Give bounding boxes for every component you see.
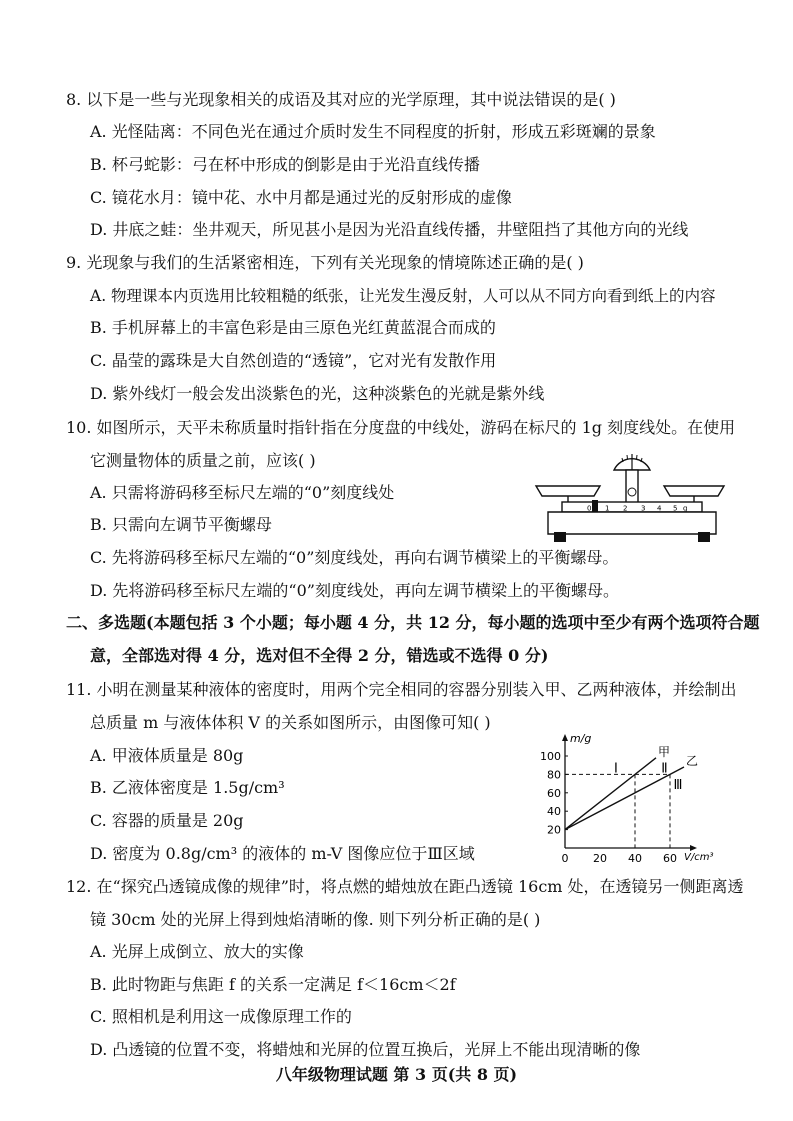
scale-tick-2: 2 xyxy=(623,504,628,513)
mass-volume-chart xyxy=(532,730,728,865)
region-label-3: Ⅲ xyxy=(673,778,683,794)
q12-option-b: B. 此时物距与焦距 f 的关系一定满足 f＜16cm＜2f xyxy=(90,975,456,994)
scale-tick-4: 4 xyxy=(657,504,662,513)
x-tick-label: 20 xyxy=(593,852,607,865)
y-tick-label: 40 xyxy=(547,805,561,819)
q8-option-b: B. 杯弓蛇影：弓在杯中形成的倒影是由于光沿直线传播 xyxy=(90,155,480,174)
x-tick-label: 0 xyxy=(561,852,569,865)
region-label-1: Ⅰ xyxy=(614,761,618,777)
q12-stem-line2: 镜 30cm 处的光屏上得到烛焰清晰的像. 则下列分析正确的是( ) xyxy=(90,910,541,929)
q8-option-a: A. 光怪陆离：不同色光在通过介质时发生不同程度的折射，形成五彩斑斓的景象 xyxy=(90,122,656,141)
q9-option-a: A. 物理课本内页选用比较粗糙的纸张，让光发生漫反射，人可以从不同方向看到纸上的内容 xyxy=(90,287,716,305)
section2-header-line1: 二、多选题(本题包括 3 个小题；每小题 4 分，共 12 分，每小题的选项中至少有两个选项符合题 xyxy=(66,613,760,632)
q12-option-d: D. 凸透镜的位置不变，将蜡烛和光屏的位置互换后，光屏上不能出现清晰的像 xyxy=(90,1040,641,1059)
q12-option-a: A. 光屏上成倒立、放大的实像 xyxy=(90,942,304,961)
q8-option-d: D. 井底之蛙：坐井观天，所见甚小是因为光沿直线传播，井壁阻挡了其他方向的光线 xyxy=(90,220,689,239)
q9-option-d: D. 紫外线灯一般会发出淡紫色的光，这种淡紫色的光就是紫外线 xyxy=(90,384,545,403)
q11-option-d: D. 密度为 0.8g/cm³ 的液体的 m-V 图像应位于Ⅲ区域 xyxy=(90,844,475,863)
page-footer: 八年级物理试题 第 3 页(共 8 页) xyxy=(275,1065,518,1084)
q12-option-c: C. 照相机是利用这一成像原理工作的 xyxy=(90,1007,352,1026)
y-axis-label: m/g xyxy=(570,732,592,745)
y-tick-label: 100 xyxy=(540,750,561,763)
q9-option-c: C. 晶莹的露珠是大自然创造的“透镜”，它对光有发散作用 xyxy=(90,351,497,370)
y-tick-label: 80 xyxy=(547,768,561,782)
scale-unit: g xyxy=(683,504,688,513)
q11-option-b: B. 乙液体密度是 1.5g/cm³ xyxy=(90,778,285,797)
q11-option-c: C. 容器的质量是 20g xyxy=(90,811,244,830)
scale-tick-1: 1 xyxy=(605,504,610,513)
region-label-2: Ⅱ xyxy=(661,761,668,777)
q9-option-b: B. 手机屏幕上的丰富色彩是由三原色光红黄蓝混合而成的 xyxy=(90,318,496,337)
x-tick-label: 60 xyxy=(663,852,677,865)
y-tick-label: 60 xyxy=(547,786,561,800)
q10-option-d: D. 先将游码移至标尺左端的“0”刻度线处，再向左调节横梁上的平衡螺母。 xyxy=(90,581,619,600)
x-tick-label: 40 xyxy=(628,852,642,865)
q10-stem-line2: 它测量物体的质量之前，应该( ) xyxy=(90,451,316,470)
q12-stem-line1: 12. 在“探究凸透镜成像的规律”时，将点燃的蜡烛放在距凸透镜 16cm 处，在透镜另一侧距离透 xyxy=(66,877,744,896)
q10-option-a: A. 只需将游码移至标尺左端的“0”刻度线处 xyxy=(90,483,395,502)
q8-option-c: C. 镜花水月：镜中花、水中月都是通过光的反射形成的虚像 xyxy=(90,188,512,207)
scale-tick-3: 3 xyxy=(641,504,646,513)
q10-option-b: B. 只需向左调节平衡螺母 xyxy=(90,515,272,534)
q9-stem: 9. 光现象与我们的生活紧密相连，下列有关光现象的情境陈述正确的是( ) xyxy=(66,253,584,272)
section2-header-line2: 意，全部选对得 4 分，选对但不全得 2 分，错选或不选得 0 分) xyxy=(90,646,549,665)
q10-stem-line1: 10. 如图所示，天平未称质量时指针指在分度盘的中线处，游码在标尺的 1g 刻度线处。在使用 xyxy=(66,418,736,437)
q8-stem: 8. 以下是一些与光现象相关的成语及其对应的光学原理，其中说法错误的是( ) xyxy=(66,90,616,109)
series-label-yi: 乙 xyxy=(686,754,699,769)
scale-tick-5: 5 xyxy=(673,504,678,513)
series-line-jia xyxy=(565,758,656,830)
q11-stem-line2: 总质量 m 与液体体积 V 的关系如图所示，由图像可知( ) xyxy=(90,713,491,732)
q10-option-c: C. 先将游码移至标尺左端的“0”刻度线处，再向右调节横梁上的平衡螺母。 xyxy=(90,548,619,567)
q11-stem-line1: 11. 小明在测量某种液体的密度时，用两个完全相同的容器分别装入甲、乙两种液体，并绘制出 xyxy=(66,680,737,699)
scale-tick-0: 0 xyxy=(587,504,592,513)
y-tick-label: 20 xyxy=(547,823,561,837)
series-label-jia: 甲 xyxy=(658,744,671,759)
balance-scale-illustration xyxy=(532,440,728,546)
x-axis-label: V/cm³ xyxy=(684,852,714,863)
q11-option-a: A. 甲液体质量是 80g xyxy=(90,746,244,765)
